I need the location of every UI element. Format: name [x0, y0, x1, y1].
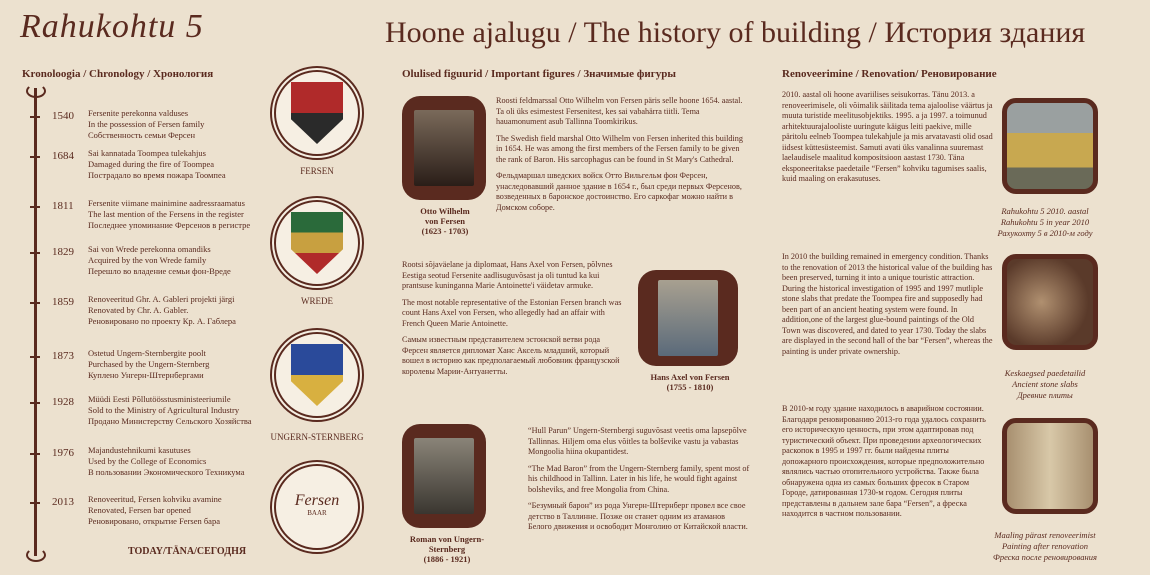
renovation-para-et: 2010. aastal oli hoone avariilises seisukorras. Tänu 2013. a renoveerimisele, oli võimalik säilitada tema ajaloolise väärtus ja muuta turistide meelitusobjektiks. 1995. a ja 1997. a toimunud arhitektuurajalooliste uuringute käigus leiti paekive, mille päritolu eelneb Toompea tulekahjule ja mis arvatavasti olid osad iidsest küttesüsteemist. Samuti avati üks vanalinna suuremast laelaudisele maalitud kompositsioon aastast 1730. Täna eksponeeritakse paedetaile “Fersen” kohviku tagumises saalis, kuid maaling on erakasutuses.	[782, 90, 993, 183]
roman-text	[528, 426, 750, 533]
renovation-para-en: In 2010 the building remained in emergency condition. Thanks to the renovation of 2013 the historical value of the building has been preserved, turning it into a unique touristic attraction. During the historical investigation of 1995 and 1997 mutliple stone slabs that predate the Toompea fire and supposedly had been part of an ancient heating system were found. In addition,one of the largest glue-bound paintings of the Old Town was discovered, and dated to year 1730. Today the slabs are displayed in the second hall of the bar “Fersen”, whereas the painting is under private ownership.	[782, 252, 993, 356]
timeline-event-line: Sai von Wrede perekonna omandiks	[88, 244, 211, 254]
timeline-event-line: Последнее упоминание Ферсенов в регистре	[88, 220, 251, 230]
page-title: Hoone ajalugu / The history of building / История здания	[385, 16, 1086, 49]
otto-dates: (1623 - 1703)	[421, 226, 469, 236]
caption-painting-ru: Фреска после реновирования	[993, 552, 1097, 562]
family-label-fersen: FERSEN	[300, 166, 334, 176]
timeline-event-line: Damaged during the fire of Toompea	[88, 159, 214, 169]
timeline-year: 1540	[52, 110, 74, 122]
timeline-event	[88, 148, 226, 181]
timeline-year: 1811	[52, 200, 74, 212]
renovation-heading: Renoveerimine / Renovation/ Реновирование	[782, 68, 997, 80]
timeline-event	[88, 108, 204, 141]
timeline-event-line: Purchased by the Ungern-Sternberg	[88, 359, 210, 369]
figures-heading: Olulised figuurid / Important figures / Значимые фигуры	[402, 68, 676, 80]
hans-para-en: The most notable representative of the Estonian Fersen branch was count Hans Axel von Fersen, who allegedly had an affair with French Queen Marie Antoinette.	[402, 297, 622, 328]
ungern-crest-icon	[291, 344, 343, 406]
timeline-event	[88, 294, 236, 327]
stone-slabs-photo	[1002, 254, 1098, 350]
painting-photo	[1002, 418, 1098, 514]
timeline-event-line: Müüdi Eesti Põllutöösstusministeeriumile	[88, 394, 231, 404]
timeline-event-line: Fersenite viimane mainimine aadressraamatus	[88, 198, 245, 208]
timeline-event-line: Acquired by the von Wrede family	[88, 255, 207, 265]
timeline-curl-top	[26, 84, 46, 98]
roman-para-ru: “Безумный барон” из рода Унгерн-Штернберг провел все свое детство в Таллинне. Позже он станет одним из атаманов Белого движения и освободит Монголию от Китайской власти.	[528, 501, 748, 531]
roman-portrait-frame	[402, 424, 486, 528]
roman-dates: (1886 - 1921)	[423, 554, 471, 564]
chronology-heading: Kronoloogia / Chronology / Хронология	[22, 68, 214, 80]
caption-slabs-en: Ancient stone slabs	[1012, 379, 1078, 389]
otto-name	[395, 206, 495, 236]
timeline-event	[88, 445, 244, 478]
bar-logo-name: Fersen	[294, 492, 340, 509]
fersen-bar-logo-frame	[270, 460, 364, 554]
timeline-event	[88, 494, 222, 527]
hans-para-et: Rootsi sõjaväelane ja diplomaat, Hans Axel von Fersen, põlvnes Eestiga seotud Fersenite aadlisuguvõsast ja oli tuntud ka kui prantsuse kuninganna Marie Antoinette'i väidetav armuke.	[402, 260, 613, 290]
hans-para-ru: Самым известным представителем эстонской ветви рода Ферсен является дипломат Ханс Аксель младший, который вошел в историю как предполагаемый любовник французской королевы Марии-Антуанетты.	[402, 335, 620, 376]
timeline-event-line: Продано Министерству Сельского Хозяйства	[88, 416, 252, 426]
hans-text	[402, 260, 624, 377]
fersen-crest-frame	[270, 66, 364, 160]
hans-name-line: Hans Axel von Fersen	[650, 372, 730, 382]
timeline-event-line: Реновировано по проекту Кр. А. Габлера	[88, 316, 236, 326]
timeline-event-line: Renovated by Chr. A. Gabler.	[88, 305, 189, 315]
timeline-event-line: Перешло во владение семьи фон-Вреде	[88, 266, 231, 276]
timeline-tick	[30, 156, 40, 158]
timeline-line	[34, 88, 37, 556]
timeline-event-line: Majandustehnikumi kasutuses	[88, 445, 191, 455]
otto-para-en: The Swedish field marshal Otto Wilhelm von Fersen inherited this building in 1654. He was among the first members of the Fersen family to be given the rank of Baron. His sarcophagus can be found in St Mary's Cathedral.	[496, 133, 743, 164]
timeline-curl-bottom	[26, 548, 46, 562]
timeline-event-line: Куплено Унгерн-Штернбергами	[88, 370, 204, 380]
timeline-event-line: Renoveeritud, Fersen kohviku avamine	[88, 494, 222, 504]
ungern-crest-frame	[270, 328, 364, 422]
timeline-year: 2013	[52, 496, 74, 508]
timeline-event-line: Sold to the Ministry of Agricultural Industry	[88, 405, 240, 415]
timeline-tick	[30, 502, 40, 504]
timeline-tick	[30, 356, 40, 358]
caption-building-ru: Рахукохту 5 в 2010-м году	[997, 228, 1093, 238]
timeline-event-line: Реновировано, открытие Fersen бара	[88, 516, 220, 526]
building-2010-photo	[1002, 98, 1098, 194]
timeline-year: 1873	[52, 350, 74, 362]
caption-painting-et: Maaling pärast renoveerimist	[994, 530, 1096, 540]
timeline-event-line: Renoveeritud Ghr. A. Gableri projekti järgi	[88, 294, 235, 304]
bar-logo-sub: BAAR	[307, 509, 327, 517]
caption-slabs-et: Keskaegsed paedetailid	[1004, 368, 1086, 378]
timeline-event-line: In the possession of Fersen family	[88, 119, 205, 129]
family-label-ungern-sternberg: UNGERN-STERNBERG	[270, 432, 364, 442]
timeline-year: 1684	[52, 150, 74, 162]
timeline-event-line: В пользовании Экономического Техникума	[88, 467, 245, 477]
otto-text	[496, 96, 746, 213]
otto-para-et: Roosti feldmarssal Otto Wilhelm von Fersen päris selle hoone 1654. aastal. Ta oli üks esimestest Fersenitest, kes sai vabahärra tiitli. Tema hauamonument asub Tallinna Toomkirikus.	[496, 96, 743, 126]
timeline-tick	[30, 252, 40, 254]
timeline-event-line: Sai kannatada Toompea tulekahjus	[88, 148, 206, 158]
timeline-event	[88, 244, 231, 277]
today-label: TODAY/TÄNA/СЕГОДНЯ	[128, 546, 247, 557]
wrede-crest-frame	[270, 196, 364, 290]
timeline-event-line: Собственность семьи Ферсен	[88, 130, 196, 140]
roman-portrait	[414, 438, 474, 514]
timeline-event-line: Fersenite perekonna valduses	[88, 108, 189, 118]
caption-building-2010	[975, 206, 1115, 239]
timeline-event-line: Ostetud Ungern-Sternbergite poolt	[88, 348, 206, 358]
timeline-year: 1859	[52, 296, 74, 308]
timeline-year: 1976	[52, 447, 74, 459]
hans-portrait	[658, 280, 718, 356]
brand-logo: Rahukohtu 5	[20, 8, 204, 45]
timeline-tick	[30, 453, 40, 455]
otto-name-line2: von Fersen	[425, 216, 465, 226]
timeline-year: 1928	[52, 396, 74, 408]
timeline-event-line: The last mention of the Fersens in the register	[88, 209, 244, 219]
timeline-year: 1829	[52, 246, 74, 258]
caption-building-et: Rahukohtu 5 2010. aastal	[1001, 206, 1089, 216]
caption-painting-en: Painting after renovation	[1001, 541, 1089, 551]
timeline-event	[88, 198, 250, 231]
otto-para-ru: Фельдмаршал шведских войск Отто Вильгельм фон Ферсен, унаследовавший данное здание в 1654 г., был среди первых Ферсенов, возведенных в баронское достоинство. Его саркофаг можно найти в Домском соборе.	[496, 171, 742, 212]
caption-stone-slabs	[975, 368, 1115, 401]
hans-name	[630, 372, 750, 392]
roman-para-en: “The Mad Baron” from the Ungern-Sternberg family, spent most of his childhood in Tallinn. Later in his life, he would fight against bolsheviks, and free Mongolia from China.	[528, 463, 750, 494]
timeline-event	[88, 348, 209, 381]
timeline-event-line: Renovated, Fersen bar opened	[88, 505, 191, 515]
family-label-wrede: WREDE	[301, 296, 333, 306]
timeline-tick	[30, 206, 40, 208]
timeline-tick	[30, 302, 40, 304]
caption-painting	[975, 530, 1115, 563]
caption-slabs-ru: Древние плиты	[1017, 390, 1073, 400]
hans-portrait-frame	[638, 270, 738, 366]
roman-name-line: Roman von Ungern-Sternberg	[409, 534, 485, 554]
timeline-tick	[30, 116, 40, 118]
fersen-crest-icon	[291, 82, 343, 144]
timeline-tick	[30, 402, 40, 404]
caption-building-en: Rahukohtu 5 in year 2010	[1000, 217, 1090, 227]
wrede-crest-icon	[291, 212, 343, 274]
otto-portrait	[414, 110, 474, 186]
roman-para-et: “Hull Parun” Ungern-Sternbergi suguvõsast veetis oma lapsepõlve Tallinnas. Hiljem oma elus võitles ta bolševike vastu ja vabastas Mongoolia hiina okupantidest.	[528, 426, 747, 456]
timeline-event-line: Used by the College of Economics	[88, 456, 207, 466]
otto-name-line1: Otto Wilhelm	[420, 206, 470, 216]
otto-portrait-frame	[402, 96, 486, 200]
timeline-event-line: Пострадало во время пожара Тоомпеа	[88, 170, 226, 180]
timeline-event	[88, 394, 252, 427]
renovation-para-ru: В 2010-м году здание находилось в аварийном состоянии. Благодаря реновированию 2013-го года удалось сохранить его историческую ценность, при этом адаптировав под туристический объект. При проведении археологических раскопок в 1995 и 1997 гг. были найдены плиты допожарного происхождения, которые предположительно являлись частью отопительного устройства. Также была обнаружена одна из самых больших фресок в Старом Городе, датированная 1730-м годом. Сегодня плиты представлены в дальнем зале бара “Fersen”, а фреска находится в частном пользовании.	[782, 404, 986, 518]
roman-name	[392, 534, 502, 564]
hans-dates: (1755 - 1810)	[666, 382, 714, 392]
